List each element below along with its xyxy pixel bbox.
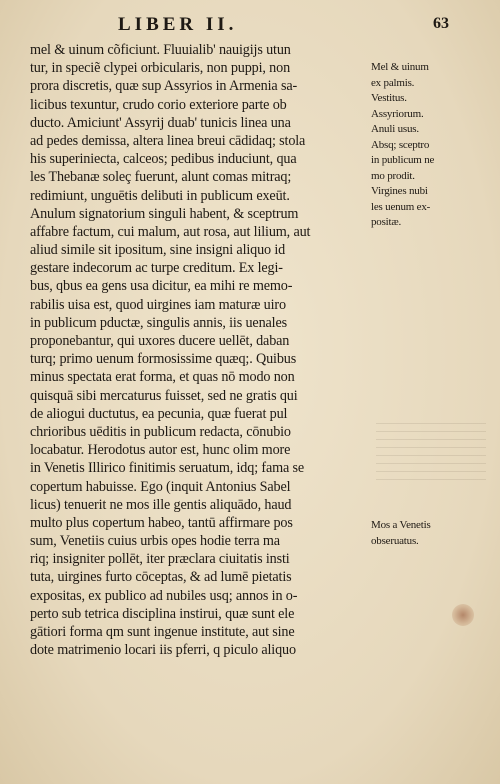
text-line: in Venetis Illirico finitimis seruatum, idq; fama se: [30, 460, 305, 477]
text-line: gestare indecorum ac turpe creditum. Ex legi-: [30, 260, 283, 277]
margin-note-line: positæ.: [371, 216, 402, 228]
text-line: riq; insigniter pollēt, iter præclara ciuitatis insti: [30, 551, 290, 568]
margin-note-venetians: [371, 518, 496, 549]
text-line: bus, qbus ea gens usa dicitur, ea mihi re memo-: [30, 278, 293, 295]
text-line: dote matrimenio locari iis pferri, q piculo aliquo: [30, 642, 296, 659]
margin-note-line: ex palmis.: [371, 76, 415, 89]
margin-note-line: Absq; sceptro: [371, 138, 430, 151]
running-title: LIBER II.: [118, 14, 238, 35]
margin-note-line: Vestitus.: [371, 92, 407, 104]
text-line: minus spectata erat forma, et quas nō modo non: [30, 369, 295, 386]
text-line: affabre factum, cui malum, aut rosa, aut lilium, aut: [30, 223, 311, 240]
page-number: 63: [433, 15, 449, 32]
text-line: les Thebanæ soleç fuerunt, alunt comas mitraq;: [30, 169, 292, 186]
text-line: tuta, uirgines furto cōceptas, & ad lumē pietatis: [30, 569, 292, 586]
text-line: his superiniecta, calceos; pedibus induciunt, qua: [30, 151, 297, 168]
text-line: redimiunt, unguētis delibuti in publicum exeūt.: [30, 187, 290, 204]
text-line: expositas, ex publico ad nubiles usq; annos in o-: [30, 587, 298, 604]
text-line: de aliogui ductutus, ea pecunia, quæ fuerat pul: [30, 405, 288, 422]
page-header: [0, 14, 500, 36]
text-line: gātiori forma qm sunt ingenue institute, aut sine: [30, 624, 295, 640]
margin-note-line: obseruatus.: [371, 534, 419, 547]
margin-note-line: Mel & uinum: [371, 61, 429, 73]
margin-note-line: in publicum ne: [371, 154, 435, 166]
margin-note-line: les uenum ex-: [371, 200, 431, 213]
foxing-stain: [452, 604, 474, 626]
text-line: turq; primo uenum formosissime quæq;. Quibus: [30, 351, 297, 368]
text-line: locabatur. Herodotus autor est, hunc olim more: [30, 442, 291, 459]
text-line: perto sub tetrica disciplina instirui, quæ sunt ele: [30, 605, 295, 622]
text-line: chrioribus uēditis in publicum redacta, cōnubio: [30, 423, 291, 440]
text-line: tur, in speciẽ clypei orbicularis, non puppi, non: [30, 60, 291, 77]
text-line: Anulum signatorium singuli habent, & sceptrum: [30, 205, 299, 222]
margin-note-line: Assyriorum.: [371, 107, 424, 120]
text-line: rabilis uisa est, quod uirgines iam maturæ uiro: [30, 296, 286, 313]
margin-note-line: mo prodit.: [371, 169, 415, 182]
text-line: copertum habuisse. Ego (inquit Antonius Sabel: [30, 478, 291, 495]
text-line: sum, Venetiis cuius urbis opes hodie terra ma: [30, 533, 280, 550]
main-text-block: [30, 41, 370, 659]
text-line: ad pedes demissa, altera linea breui cādidaq; stola: [30, 132, 306, 149]
margin-note-assyrians: [371, 60, 496, 231]
text-line: in publicum pductæ, singulis annis, iis uenales: [30, 314, 287, 331]
text-line: aliud simile sit ipositum, sine insigni aliquo id: [30, 242, 286, 259]
text-line: licus) tenuerit ne mos ille gentis aliquādo, haud: [30, 496, 292, 513]
text-line: quisquā sibi mercaturus fuisset, sed ne gratis qui: [30, 387, 298, 404]
text-line: multo plus copertum habeo, tantū affirmare pos: [30, 514, 293, 531]
margin-note-line: Anuli usus.: [371, 123, 419, 135]
text-line: licibus texuntur, crudo corio exteriore parte ob: [30, 96, 287, 113]
text-line: ducto. Amiciunt' Assyrij duab' tunicis linea una: [30, 114, 291, 131]
text-line: mel & uinum cõficiunt. Fluuialib' nauigijs utun: [30, 42, 291, 58]
text-line: proponebantur, qui uxores ducere uellēt, daban: [30, 333, 290, 349]
show-through-text: [376, 420, 486, 480]
text-line: prora discretis, quæ sup Assyrios in Armenia sa-: [30, 78, 298, 95]
margin-note-line: Virgines nubi: [371, 185, 428, 197]
margin-note-line: Mos a Venetis: [371, 519, 431, 531]
